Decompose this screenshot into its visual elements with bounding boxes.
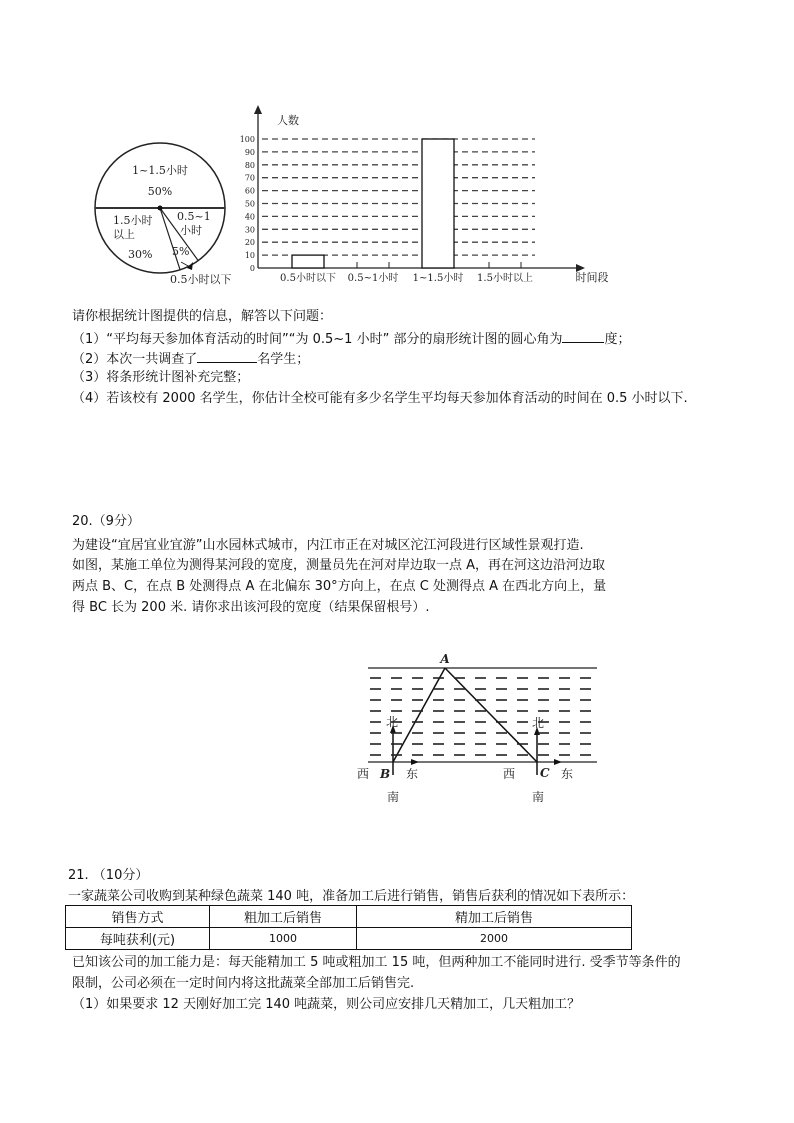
q19-part3: （3）将条形统计图补充完整；	[72, 370, 250, 385]
x-tick-label: 0.5小时以下	[280, 273, 336, 284]
table-header-cell: 销售方式	[66, 906, 210, 928]
y-tick-label: 60	[244, 186, 255, 196]
south-label: 南	[387, 790, 400, 804]
q19-part4: （4）若该校有 2000 名学生，你估计全校可能有多少名学生平均每天参加体育活动的时间在 0.5 小时以下.	[72, 391, 688, 406]
point-C-label: C	[540, 766, 550, 780]
pie-label: 0.5~1	[177, 210, 211, 223]
pie-percent: 50%	[147, 185, 173, 198]
y-tick-label: 80	[244, 160, 255, 170]
q19-part1-unit: 度；	[604, 332, 631, 347]
pie-percent: 5%	[172, 245, 190, 258]
q19-part1-text: （1）“平均每天参加体育活动的时间”“为 0.5~1 小时” 部分的扇形统计图的圆心角为	[72, 332, 563, 347]
bar	[292, 255, 324, 268]
profit-table	[65, 905, 632, 950]
q21-intro: 一家蔬菜公司收购到某种绿色蔬菜 140 吨，准备加工后进行销售，销售后获利的情况如下表所示：	[68, 889, 635, 904]
table-cell: 1000	[210, 928, 357, 950]
segment-AC	[445, 668, 537, 762]
x-axis-label: 时间段	[575, 271, 609, 284]
point-A-label: A	[440, 652, 450, 666]
table-row	[66, 928, 632, 950]
east-arrowhead-icon	[554, 759, 562, 765]
q20-line: 如图，某施工单位为测得某河段的宽度，测量员先在河对岸边取一点 A，再在河这边沿河边取	[72, 558, 606, 573]
west-label: 西	[503, 767, 516, 781]
y-axis-arrow	[254, 105, 262, 114]
pie-percent: 30%	[128, 248, 153, 261]
q21-header: 21. （10分）	[68, 868, 149, 883]
bar	[422, 139, 454, 268]
pie-label: 小时	[180, 224, 202, 237]
pie-label: 1~1.5小时	[132, 164, 188, 177]
y-axis-label: 人数	[277, 114, 299, 127]
answer-blank[interactable]	[562, 330, 604, 343]
q19-part2-unit: 名学生；	[257, 352, 310, 367]
y-tick-label: 40	[244, 212, 255, 222]
q20-header: 20.（9分）	[72, 514, 140, 529]
q19-intro: 请你根据统计图提供的信息，解答以下问题：	[72, 309, 333, 324]
q21-line: （1）如果要求 12 天刚好加工完 140 吨蔬菜，则公司应安排几天精加工，几天粗加工？	[72, 997, 581, 1012]
x-tick-label: 0.5~1小时	[347, 273, 399, 284]
pie-label: 以上	[113, 228, 135, 241]
q20-line: 得 BC 长为 200 米. 请你求出该河段的宽度（结果保留根号）.	[72, 600, 430, 615]
y-tick-label: 70	[244, 173, 255, 183]
q19-part2	[72, 350, 309, 368]
east-label: 东	[406, 767, 419, 781]
east-label: 东	[561, 767, 574, 781]
river-diagram	[357, 652, 597, 804]
pie-chart	[95, 143, 232, 286]
pie-label: 0.5小时以下	[170, 273, 232, 286]
south-label: 南	[532, 790, 545, 804]
north-label: 北	[532, 716, 545, 730]
q19-part2-text: （2）本次一共调查了	[72, 352, 198, 367]
y-tick-label: 30	[244, 225, 255, 235]
pie-label: 1.5小时	[113, 214, 153, 227]
q20-line: 为建设“宜居宜业宜游”山水园林式城市，内江市正在对城区沱江河段进行区域性景观打造.	[72, 538, 584, 553]
table-header-row	[66, 906, 632, 928]
segment-AB	[393, 668, 445, 762]
x-tick-label: 1~1.5小时	[412, 273, 464, 284]
y-tick-label: 20	[244, 238, 255, 248]
q20-line: 两点 B、C，在点 B 处测得点 A 在北偏东 30°方向上，在点 C 处测得点 A 在西北方向上，量	[72, 579, 607, 594]
west-label: 西	[357, 767, 370, 781]
pie-center	[158, 206, 163, 211]
y-tick-label: 0	[249, 264, 255, 273]
q21-line: 限制，公司必须在一定时间内将这批蔬菜全部加工后销售完.	[72, 976, 415, 991]
north-label: 北	[386, 715, 399, 729]
answer-blank[interactable]	[197, 350, 257, 363]
table-header-cell: 粗加工后销售	[210, 906, 357, 928]
point-B-label: B	[380, 767, 391, 781]
bar-chart	[240, 105, 609, 284]
east-arrowhead-icon	[411, 759, 419, 765]
x-tick-label: 1.5小时以上	[477, 273, 533, 284]
pie-pointer-line	[181, 262, 190, 267]
table-cell: 2000	[357, 928, 632, 950]
y-tick-label: 90	[244, 147, 255, 157]
y-tick-label: 100	[239, 135, 255, 144]
table-header-cell: 精加工后销售	[357, 906, 632, 928]
table-cell: 每吨获利(元)	[66, 928, 210, 950]
y-tick-label: 10	[244, 251, 255, 261]
q19-part1	[72, 330, 630, 348]
y-tick-label: 50	[244, 199, 255, 209]
q21-line: 已知该公司的加工能力是：每天能精加工 5 吨或粗加工 15 吨，但两种加工不能同时进行. 受季节等条件的	[72, 955, 681, 970]
